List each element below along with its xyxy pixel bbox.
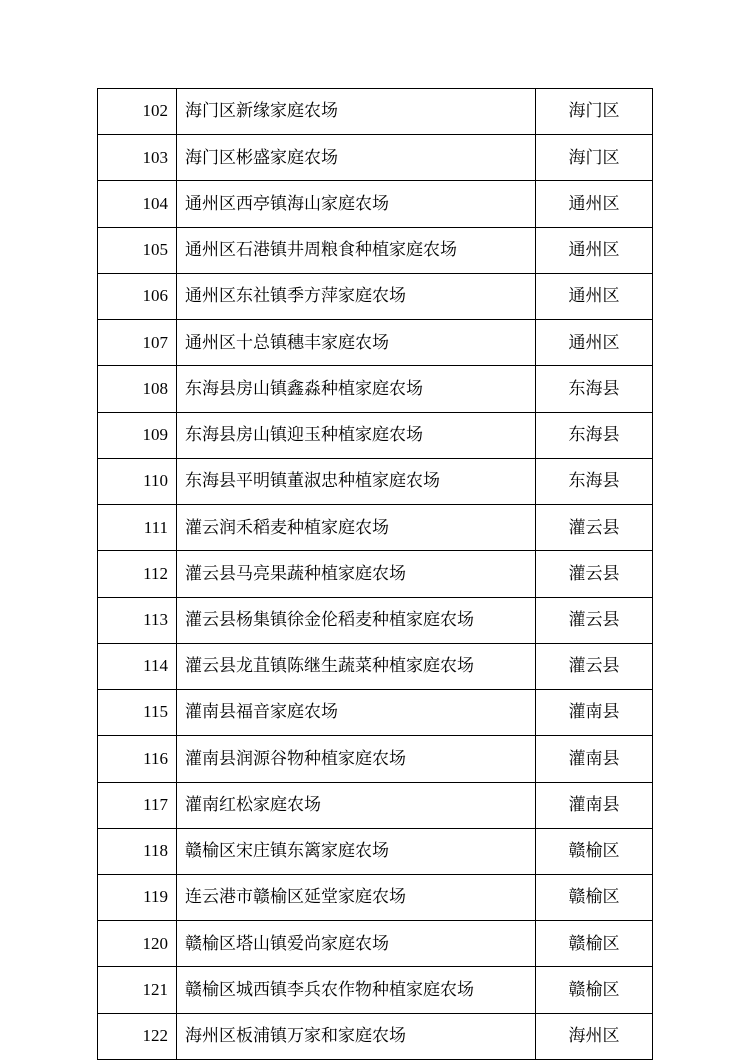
row-index: 107 (98, 320, 177, 366)
row-region: 通州区 (536, 227, 653, 273)
row-index: 104 (98, 181, 177, 227)
table-row (98, 89, 653, 135)
row-index: 120 (98, 921, 177, 967)
table-row (98, 828, 653, 874)
row-index: 109 (98, 412, 177, 458)
row-farm-name: 通州区东社镇季方萍家庭农场 (177, 273, 536, 319)
table-row (98, 967, 653, 1013)
table-row (98, 135, 653, 181)
row-farm-name: 灌云润禾稻麦种植家庭农场 (177, 505, 536, 551)
row-index: 110 (98, 458, 177, 504)
row-farm-name: 东海县房山镇鑫淼种植家庭农场 (177, 366, 536, 412)
table-row (98, 597, 653, 643)
table-row (98, 921, 653, 967)
table-row (98, 458, 653, 504)
row-farm-name: 东海县平明镇董淑忠种植家庭农场 (177, 458, 536, 504)
table-row (98, 505, 653, 551)
table-row (98, 181, 653, 227)
table-row (98, 412, 653, 458)
row-index: 113 (98, 597, 177, 643)
table-row (98, 643, 653, 689)
row-region: 灌南县 (536, 690, 653, 736)
row-farm-name: 通州区西亭镇海山家庭农场 (177, 181, 536, 227)
row-index: 111 (98, 505, 177, 551)
row-farm-name: 通州区石港镇井周粮食种植家庭农场 (177, 227, 536, 273)
row-index: 103 (98, 135, 177, 181)
row-index: 114 (98, 643, 177, 689)
row-farm-name: 赣榆区塔山镇爱尚家庭农场 (177, 921, 536, 967)
row-farm-name: 灌云县龙苴镇陈继生蔬菜种植家庭农场 (177, 643, 536, 689)
table-row (98, 736, 653, 782)
row-region: 通州区 (536, 273, 653, 319)
table-row (98, 874, 653, 920)
row-farm-name: 灌南县润源谷物种植家庭农场 (177, 736, 536, 782)
row-index: 102 (98, 89, 177, 135)
row-index: 115 (98, 690, 177, 736)
row-region: 海州区 (536, 1013, 653, 1059)
row-farm-name: 连云港市赣榆区延堂家庭农场 (177, 874, 536, 920)
row-index: 105 (98, 227, 177, 273)
row-region: 灌云县 (536, 643, 653, 689)
row-region: 灌云县 (536, 597, 653, 643)
row-farm-name: 灌云县马亮果蔬种植家庭农场 (177, 551, 536, 597)
row-region: 通州区 (536, 181, 653, 227)
row-index: 121 (98, 967, 177, 1013)
family-farm-list-table (97, 88, 653, 1060)
row-region: 灌南县 (536, 736, 653, 782)
row-farm-name: 海门区彬盛家庭农场 (177, 135, 536, 181)
table-row (98, 227, 653, 273)
row-farm-name: 海门区新缘家庭农场 (177, 89, 536, 135)
row-region: 东海县 (536, 412, 653, 458)
table-row (98, 320, 653, 366)
row-farm-name: 灌云县杨集镇徐金伦稻麦种植家庭农场 (177, 597, 536, 643)
table-body (98, 89, 653, 1060)
row-region: 赣榆区 (536, 828, 653, 874)
row-index: 117 (98, 782, 177, 828)
row-farm-name: 赣榆区宋庄镇东篱家庭农场 (177, 828, 536, 874)
row-region: 东海县 (536, 366, 653, 412)
row-index: 106 (98, 273, 177, 319)
row-farm-name: 东海县房山镇迎玉种植家庭农场 (177, 412, 536, 458)
row-region: 灌云县 (536, 505, 653, 551)
row-region: 灌南县 (536, 782, 653, 828)
row-region: 海门区 (536, 135, 653, 181)
row-region: 赣榆区 (536, 874, 653, 920)
row-region: 赣榆区 (536, 967, 653, 1013)
row-index: 108 (98, 366, 177, 412)
row-index: 122 (98, 1013, 177, 1059)
table-row (98, 782, 653, 828)
row-region: 灌云县 (536, 551, 653, 597)
row-region: 海门区 (536, 89, 653, 135)
row-index: 112 (98, 551, 177, 597)
table-row (98, 690, 653, 736)
table-row (98, 551, 653, 597)
row-index: 118 (98, 828, 177, 874)
table-row (98, 366, 653, 412)
row-farm-name: 海州区板浦镇万家和家庭农场 (177, 1013, 536, 1059)
table-row (98, 1013, 653, 1059)
row-index: 116 (98, 736, 177, 782)
row-index: 119 (98, 874, 177, 920)
row-farm-name: 通州区十总镇穗丰家庭农场 (177, 320, 536, 366)
row-farm-name: 灌南县福音家庭农场 (177, 690, 536, 736)
table-row (98, 273, 653, 319)
row-region: 赣榆区 (536, 921, 653, 967)
row-farm-name: 赣榆区城西镇李兵农作物种植家庭农场 (177, 967, 536, 1013)
row-region: 东海县 (536, 458, 653, 504)
row-region: 通州区 (536, 320, 653, 366)
row-farm-name: 灌南红松家庭农场 (177, 782, 536, 828)
